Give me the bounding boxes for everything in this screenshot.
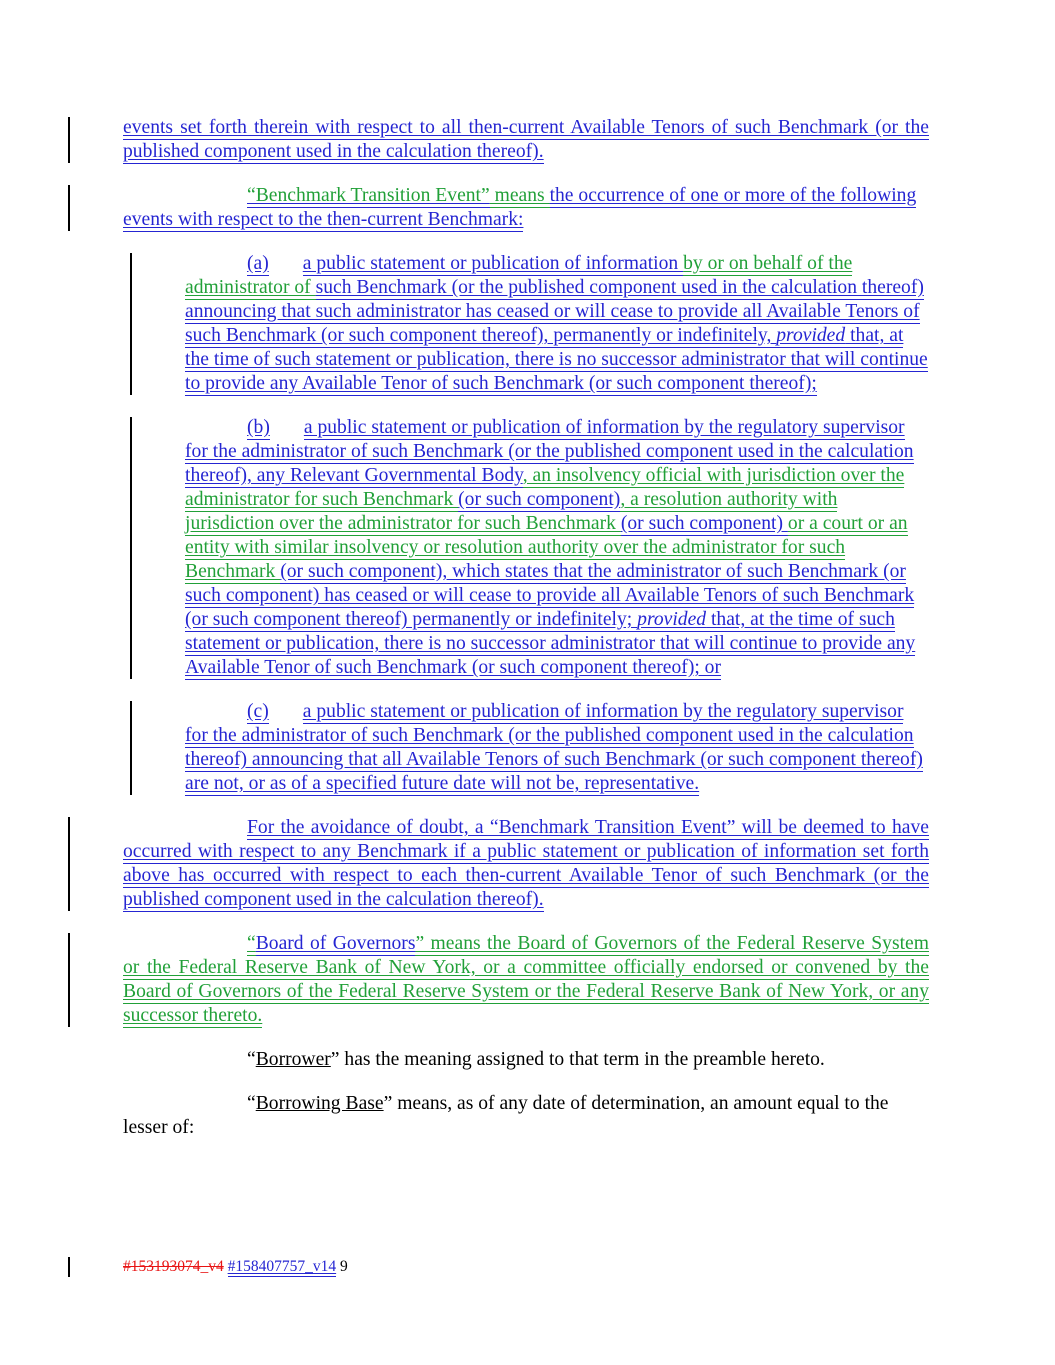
text-run: the occurrence of one or more of the following events with respect to the then-current Benchmark: — [123, 185, 917, 230]
text-run: by or on behalf of the administrator of — [185, 253, 853, 298]
text-run: a public statement or publication of information by the regulatory supervisor for the administrator of such Benchmark (or the published component used in the calculation thereof), any Relevant Governmental Body — [185, 417, 914, 486]
document-body — [123, 116, 929, 1160]
list-label-c: (c) — [247, 701, 269, 722]
text-run: , a resolution authority with jurisdiction over the administrator for such Benchmark — [185, 489, 838, 534]
text-run: ” means the Board of Governors of the Federal Reserve System or the Federal Reserve Bank of New York, or a committee officially endorsed or convened by the Board of Governors of the Federal Reserve System or the Federal Reserve Bank of New York, or any successor thereto. — [123, 933, 929, 1026]
change-bar — [68, 1257, 70, 1277]
text-run: or a court or an entity with similar insolvency or resolution authority over the administrator for such Benchmark — [185, 513, 908, 582]
change-bar — [130, 701, 132, 795]
list-label-a: (a) — [247, 253, 269, 274]
text-run: For the avoidance of doubt, a “Benchmark Transition Event” will be deemed to have occurred with respect to any Benchmark if a public statement or publication of information set forth above has occurred with respect to each then-current Available Tenor of such Benchmark (or the published component used in the calculation thereof). — [123, 817, 929, 910]
defined-term-board-of-governors: Board of Governors — [255, 933, 416, 954]
text-run: (or such component) — [620, 513, 788, 534]
paragraph-item-a — [185, 252, 929, 396]
text-run: a public statement or publication of information by the regulatory supervisor for the administrator of such Benchmark (or the published component used in the calculation thereof) announcing that all Available Tenors of such Benchmark (or such component thereof) are not, or as of a specified future date will not be, representative. — [185, 701, 923, 794]
text-run: “ — [247, 1093, 256, 1114]
text-run: a public statement or publication of information — [302, 253, 684, 274]
text-run: “ — [247, 1049, 256, 1070]
paragraph-benchmark-transition-event-def — [123, 184, 929, 232]
change-bar — [130, 417, 132, 679]
text-run: means — [489, 185, 550, 206]
list-label-b: (b) — [247, 417, 270, 438]
defined-term-benchmark-transition-event: “Benchmark Transition Event” — [247, 185, 490, 206]
text-run: that, at the time of such statement or publication, there is no successor administrator that will continue to provide any Available Tenor of such Benchmark (or such component thereof); or — [185, 609, 916, 678]
change-bar — [68, 933, 70, 1027]
text-run: ” has the meaning assigned to that term in the preamble hereto. — [330, 1049, 825, 1070]
paragraph-item-b — [185, 416, 929, 680]
paragraph-borrowing-base-def — [123, 1092, 929, 1140]
paragraph-benchmark-replacement-continuation — [123, 116, 929, 164]
paragraph-avoidance-of-doubt — [123, 816, 929, 912]
paragraph-borrower-def — [123, 1048, 929, 1072]
defined-term-borrowing-base: Borrowing Base — [255, 1093, 384, 1114]
text-run: ” means, as of any date of determination, an amount equal to the lesser of: — [123, 1093, 889, 1138]
text-run: that, at the time of such statement or publication, there is no successor administrator that will continue to provide any Available Tenor of such Benchmark (or such component thereof); — [185, 325, 928, 394]
defined-term-borrower: Borrower — [255, 1049, 331, 1070]
page-number: 9 — [340, 1258, 348, 1275]
page-footer — [123, 1256, 348, 1278]
change-bar — [68, 117, 70, 163]
text-run: (or such component), which states that the administrator of such Benchmark (or such component) has ceased or will cease to provide all Available Tenors of such Benchmark (or such component thereof) permanently or indefinitely; — [185, 561, 915, 630]
new-doc-id: #158407757_v14 — [227, 1258, 337, 1275]
paragraph-item-c — [185, 700, 929, 796]
text-run: “ — [247, 933, 256, 954]
text-run: (or such component) — [458, 489, 621, 510]
text-run: , an insolvency official with jurisdiction over the administrator for such Benchmark — [185, 465, 905, 510]
paragraph-board-of-governors-def — [123, 932, 929, 1028]
change-bar — [68, 817, 70, 911]
old-doc-id: #153193074_v4 — [123, 1258, 224, 1275]
text-run: such Benchmark (or the published component used in the calculation thereof) announcing that such administrator has ceased or will cease to provide all Available Tenors of such Benchmark (or such component thereof), permanently or indefinitely, — [185, 277, 924, 346]
text-run: events set forth therein with respect to all then-current Available Tenors of such Benchmark (or the published component used in the calculation thereof). — [123, 117, 929, 162]
text-run: provided — [637, 609, 707, 630]
change-bar — [130, 253, 132, 395]
text-run: provided — [776, 325, 846, 346]
change-bar — [68, 185, 70, 231]
